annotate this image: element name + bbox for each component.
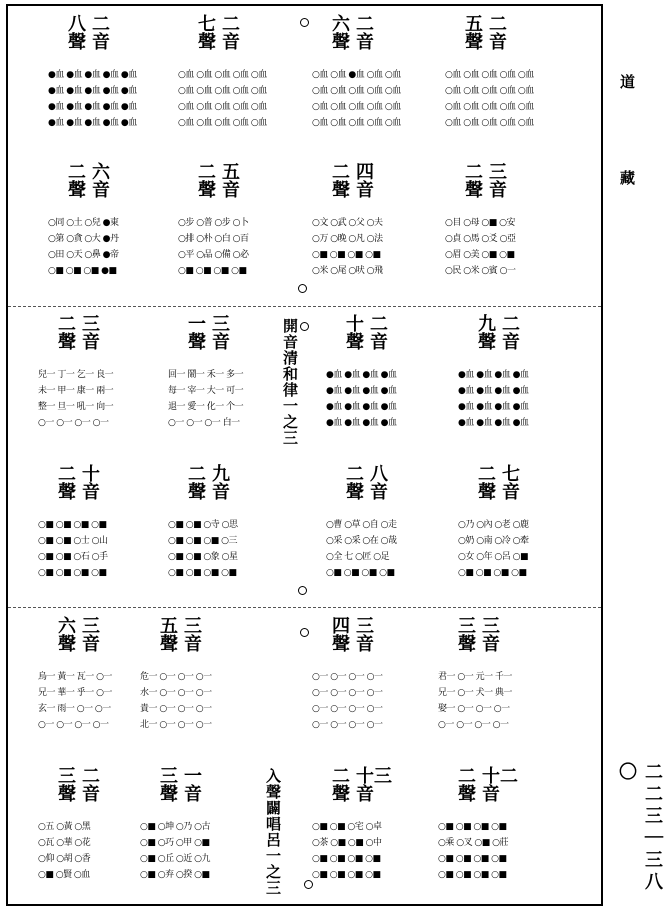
character-row: ○曹 ○草 ○自 ○走 (326, 520, 397, 530)
character-row: ○血 ○血 ○血 ○血 ○血 (178, 70, 267, 80)
character-row: ○■ ○■ ○■ ○■ (438, 822, 507, 832)
section-number-2: 二 (502, 314, 520, 335)
section-number: 二 (478, 464, 496, 485)
character-row: ○排 ○朴 ○白 ○百 (178, 234, 249, 244)
section-number-2: 三 (489, 162, 507, 183)
sheng-label: 聲 (58, 332, 76, 353)
character-row: ○第 ○貪 ○大 ●丹 (48, 234, 119, 244)
character-row: ○■ ○■ ○■ ○■ (438, 854, 507, 864)
section-header (478, 464, 548, 503)
section-header (68, 14, 138, 53)
yin-label: 音 (482, 634, 500, 655)
character-row: ○同 ○土 ○兒 ●東 (48, 218, 119, 228)
section-number: 十 (346, 314, 364, 335)
section-number-2: 十 (82, 464, 100, 485)
character-row: ●血 ●血 ●血 ●血 (326, 418, 397, 428)
sheng-label: 聲 (58, 784, 76, 805)
sheng-label: 聲 (332, 634, 350, 655)
yin-label: 音 (356, 634, 374, 655)
section-number-2: 三 (482, 616, 500, 637)
section-number-2: 二 (92, 14, 110, 35)
section-header (458, 616, 528, 655)
section-number-2: 四 (356, 162, 374, 183)
character-row: ○■ ○■ ○■ ○■ (178, 266, 247, 276)
section-number: 七 (198, 14, 216, 35)
section-header (346, 314, 416, 353)
yin-label: 音 (92, 180, 110, 201)
character-row: 整一 旦一 吼一 向一 (38, 402, 114, 412)
sheng-label: 聲 (332, 32, 350, 53)
character-row: 回一 鬧一 禾一 多一 (168, 370, 244, 380)
character-row: ○五 ○黃 ○黑 (38, 822, 91, 832)
section-number-2: 三 (356, 616, 374, 637)
character-row: ●血 ●血 ●血 ●血 (458, 418, 529, 428)
yin-label: 音 (82, 634, 100, 655)
sheng-label: 聲 (465, 180, 483, 201)
character-row: ○血 ○血 ○血 ○血 ○血 (178, 118, 267, 128)
character-row: ○眉 ○美 ○■ ○■ (445, 250, 515, 260)
character-row: ●血 ●血 ●血 ●血 ●血 (48, 70, 137, 80)
character-row: ○■ ○■ ○■ ○■ (312, 870, 381, 880)
yin-label: 音 (184, 634, 202, 655)
section-number-2: 二 (356, 14, 374, 35)
character-row: ○乘 ○叉 ○■ ○莊 (438, 838, 508, 848)
sheng-label: 聲 (58, 634, 76, 655)
character-row: ○田 ○天 ○鼻 ●帝 (48, 250, 119, 260)
section-number: 三 (458, 616, 476, 637)
section-number-2: 五 (222, 162, 240, 183)
character-row: ○■ ○■ ○宅 ○卓 (312, 822, 382, 832)
sheng-label: 聲 (188, 482, 206, 503)
character-row: ○血 ○血 ○血 ○血 ○血 (312, 118, 401, 128)
section-number: 二 (332, 162, 350, 183)
ring-mark (298, 284, 307, 293)
section-number-2: 十二 (482, 766, 518, 787)
sheng-label: 聲 (332, 784, 350, 805)
section-title-entering: 入聲闢唱呂一之三 (264, 768, 282, 896)
character-row: ○全 七 ○匠 ○足 (326, 552, 390, 562)
section-number: 二 (465, 162, 483, 183)
character-row: ○一 ○一 ○一 ○一 (38, 418, 109, 428)
ring-mark (300, 628, 309, 637)
section-title-open: 開音清和律一之三 (281, 318, 299, 446)
character-row: ●血 ●血 ●血 ●血 (458, 386, 529, 396)
section-number: 六 (332, 14, 350, 35)
section-number-2: 二 (82, 766, 100, 787)
section-header (465, 162, 535, 201)
section-header (332, 766, 402, 805)
character-row: 玄一 雨一 ○一 ○一 (38, 704, 111, 714)
character-row: 水一 ○一 ○一 ○一 (140, 688, 212, 698)
section-number: 九 (478, 314, 496, 335)
character-row: ○一 ○一 ○一 ○一 (312, 720, 383, 730)
yin-label: 音 (370, 332, 388, 353)
section-header (160, 616, 230, 655)
section-number: 三 (58, 766, 76, 787)
section-header (58, 616, 128, 655)
section-number: 五 (160, 616, 178, 637)
character-row: ○■ ○■ ○■ ○■ (326, 568, 395, 578)
character-row: ○女 ○年 ○呂 ○■ (458, 552, 528, 562)
section-number-2: 三 (184, 616, 202, 637)
character-row: 危一 ○一 ○一 ○一 (140, 672, 212, 682)
folio-number: 二二三｜三八〇 (616, 762, 663, 894)
character-row: 兄一 華一 乎一 ○一 (38, 688, 112, 698)
character-row: ●血 ●血 ●血 ●血 (458, 402, 529, 412)
section-header (458, 766, 528, 805)
yin-label: 音 (502, 482, 520, 503)
character-row: ○■ ○■ ○寺 ○思 (168, 520, 238, 530)
section-number-2: 三 (82, 314, 100, 335)
yin-label: 音 (222, 32, 240, 53)
character-row: ●血 ●血 ●血 ●血 (326, 370, 397, 380)
character-row: ○■ ○■ ○士 ○山 (38, 536, 108, 546)
character-row: ○民 ○米 ○賓 ○一 (445, 266, 516, 276)
section-header (58, 464, 128, 503)
sheng-label: 聲 (198, 180, 216, 201)
section-header (188, 314, 258, 353)
section-number-2: 六 (92, 162, 110, 183)
character-row: ○文 ○武 ○父 ○夫 (312, 218, 383, 228)
character-row: ○万 ○晚 ○凡 ○法 (312, 234, 383, 244)
character-row: ○血 ○血 ○血 ○血 ○血 (312, 86, 401, 96)
section-header (465, 14, 535, 53)
section-number: 三 (160, 766, 178, 787)
character-row: 退一 愛一 化一 个一 (168, 402, 244, 412)
divider-1 (8, 306, 601, 307)
section-header (198, 14, 268, 53)
section-number: 五 (465, 14, 483, 35)
character-row: ○血 ○血 ○血 ○血 ○血 (445, 118, 534, 128)
section-number: 二 (332, 766, 350, 787)
character-row: 未一 甲一 康一 兩一 (38, 386, 114, 396)
sheng-label: 聲 (465, 32, 483, 53)
character-row: 兄一 ○一 犬一 典一 (438, 688, 512, 698)
sheng-label: 聲 (346, 332, 364, 353)
character-row: ○一 ○一 ○一 ○一 (438, 720, 509, 730)
section-number-2: 十三 (356, 766, 392, 787)
character-row: ○■ ○■ ○■ ○■ (168, 568, 237, 578)
section-number: 一 (188, 314, 206, 335)
yin-label: 音 (482, 784, 500, 805)
character-row: ○■ ○弃 ○揆 ○■ (140, 870, 210, 880)
character-row: ○■ ○丘 ○近 ○九 (140, 854, 210, 864)
yin-label: 音 (212, 332, 230, 353)
section-header (332, 616, 402, 655)
yin-label: 音 (184, 784, 202, 805)
section-header (58, 314, 128, 353)
character-row: ○一 ○一 ○一 白一 (168, 418, 240, 428)
character-row: ○■ ○■ ○■ ○■ (438, 870, 507, 880)
section-number: 二 (58, 464, 76, 485)
yin-label: 音 (212, 482, 230, 503)
character-row: ○■ ○■ ○■ ●■ (48, 266, 117, 276)
character-row: ○■ ○■ ○■ ○■ (38, 568, 107, 578)
character-row: ○目 ○母 ○■ ○安 (445, 218, 515, 228)
section-number: 六 (58, 616, 76, 637)
character-row: ○血 ○血 ○血 ○血 ○血 (445, 86, 534, 96)
yin-label: 音 (92, 32, 110, 53)
section-number-2: 一 (184, 766, 202, 787)
sheng-label: 聲 (68, 180, 86, 201)
character-row: ○一 ○一 ○一 ○一 (38, 720, 109, 730)
section-number-2: 三 (82, 616, 100, 637)
character-row: ○■ ○■ ○■ ○■ (458, 568, 527, 578)
character-row: 君一 ○一 元一 千一 (438, 672, 512, 682)
yin-label: 音 (82, 482, 100, 503)
character-row: ○奶 ○南 ○冷 ○牽 (458, 536, 529, 546)
character-row: ●血 ●血 ●血 ●血 (326, 386, 397, 396)
sheng-label: 聲 (458, 634, 476, 655)
character-row: ○一 ○一 ○一 ○一 (312, 672, 383, 682)
section-header (68, 162, 138, 201)
page-frame (6, 4, 603, 906)
character-row: 娶一 ○一 ○一 ○一 (438, 704, 510, 714)
character-row: ○茶 ○■ ○■ ○中 (312, 838, 382, 848)
character-row: ●血 ●血 ●血 ●血 ●血 (48, 86, 137, 96)
margin-label-top: 道 (618, 74, 636, 89)
section-header (58, 766, 128, 805)
character-row: 北一 ○一 ○一 ○一 (140, 720, 212, 730)
character-row: ○血 ○血 ○血 ○血 ○血 (178, 86, 267, 96)
divider-2 (8, 607, 601, 608)
sheng-label: 聲 (478, 332, 496, 353)
section-number: 二 (346, 464, 364, 485)
margin-label-bottom: 藏 (618, 170, 636, 185)
character-row: ○血 ○血 ○血 ○血 ○血 (312, 102, 401, 112)
character-row: ○■ ○■ ○■ ○三 (168, 536, 238, 546)
character-row: 每一 宰一 大一 可一 (168, 386, 244, 396)
character-row: ○采 ○采 ○在 ○哉 (326, 536, 397, 546)
character-row: ○■ ○坤 ○乃 ○古 (140, 822, 210, 832)
character-row: ○血 ○血 ○血 ○血 ○血 (445, 102, 534, 112)
section-header (198, 162, 268, 201)
section-header (346, 464, 416, 503)
sheng-label: 聲 (188, 332, 206, 353)
section-header (332, 162, 402, 201)
character-row: ○■ ○巧 ○甲 ○■ (140, 838, 210, 848)
character-row: ○血 ○血 ○血 ○血 ○血 (445, 70, 534, 80)
sheng-label: 聲 (58, 482, 76, 503)
character-row: ○一 ○一 ○一 ○一 (312, 704, 383, 714)
character-row: ○步 ○普 ○步 ○卜 (178, 218, 249, 228)
section-number-2: 七 (502, 464, 520, 485)
sheng-label: 聲 (478, 482, 496, 503)
sheng-label: 聲 (160, 634, 178, 655)
sheng-label: 聲 (68, 32, 86, 53)
ring-mark (298, 586, 307, 595)
character-row: ○■ ○■ ○石 ○手 (38, 552, 108, 562)
yin-label: 音 (222, 180, 240, 201)
section-header (478, 314, 548, 353)
character-row: ○貞 ○馬 ○爻 ○亞 (445, 234, 516, 244)
character-row: ○■ ○■ ○■ ○■ (312, 854, 381, 864)
section-number: 二 (188, 464, 206, 485)
character-row: ●血 ●血 ●血 ●血 ●血 (48, 102, 137, 112)
character-row: ○■ ○■ ○象 ○星 (168, 552, 238, 562)
yin-label: 音 (356, 32, 374, 53)
character-row: ●血 ●血 ●血 ●血 (326, 402, 397, 412)
character-row: ●血 ●血 ●血 ●血 (458, 370, 529, 380)
character-row: ○一 ○一 ○一 ○一 (312, 688, 383, 698)
character-row: 烏一 黃一 瓦一 ○一 (38, 672, 112, 682)
sheng-label: 聲 (160, 784, 178, 805)
character-row: ○乃 ○內 ○老 ○鹿 (458, 520, 529, 530)
section-number-2: 二 (489, 14, 507, 35)
character-row: ●血 ●血 ●血 ●血 ●血 (48, 118, 137, 128)
section-number: 八 (68, 14, 86, 35)
section-header (188, 464, 258, 503)
section-number-2: 三 (212, 314, 230, 335)
character-row: ○■ ○■ ○■ ○■ (38, 520, 107, 530)
section-number: 二 (68, 162, 86, 183)
section-number-2: 九 (212, 464, 230, 485)
character-row: 貴一 ○一 ○一 ○一 (140, 704, 212, 714)
section-number: 四 (332, 616, 350, 637)
yin-label: 音 (502, 332, 520, 353)
character-row: 兒一 丁一 乞一 良一 (38, 370, 114, 380)
character-row: ○瓦 ○華 ○花 (38, 838, 91, 848)
yin-label: 音 (489, 32, 507, 53)
ring-mark (300, 18, 309, 27)
yin-label: 音 (370, 482, 388, 503)
character-row: ○平 ○品 ○備 ○必 (178, 250, 249, 260)
ring-mark (300, 322, 309, 331)
yin-label: 音 (82, 784, 100, 805)
yin-label: 音 (356, 180, 374, 201)
sheng-label: 聲 (458, 784, 476, 805)
section-number: 二 (198, 162, 216, 183)
sheng-label: 聲 (332, 180, 350, 201)
section-number-2: 八 (370, 464, 388, 485)
section-number-2: 二 (370, 314, 388, 335)
character-row: ○■ ○■ ○■ ○■ (312, 250, 381, 260)
character-row: ○仰 ○胡 ○香 (38, 854, 91, 864)
sheng-label: 聲 (346, 482, 364, 503)
yin-label: 音 (489, 180, 507, 201)
character-row: ○米 ○尾 ○吠 ○飛 (312, 266, 383, 276)
character-row: ○血 ○血 ●血 ○血 ○血 (312, 70, 401, 80)
sheng-label: 聲 (198, 32, 216, 53)
character-row: ○■ ○賢 ○血 (38, 870, 90, 880)
section-header (160, 766, 230, 805)
character-row: ○血 ○血 ○血 ○血 ○血 (178, 102, 267, 112)
section-number-2: 二 (222, 14, 240, 35)
yin-label: 音 (82, 332, 100, 353)
yin-label: 音 (356, 784, 374, 805)
section-number: 二 (458, 766, 476, 787)
section-header (332, 14, 402, 53)
section-number: 二 (58, 314, 76, 335)
